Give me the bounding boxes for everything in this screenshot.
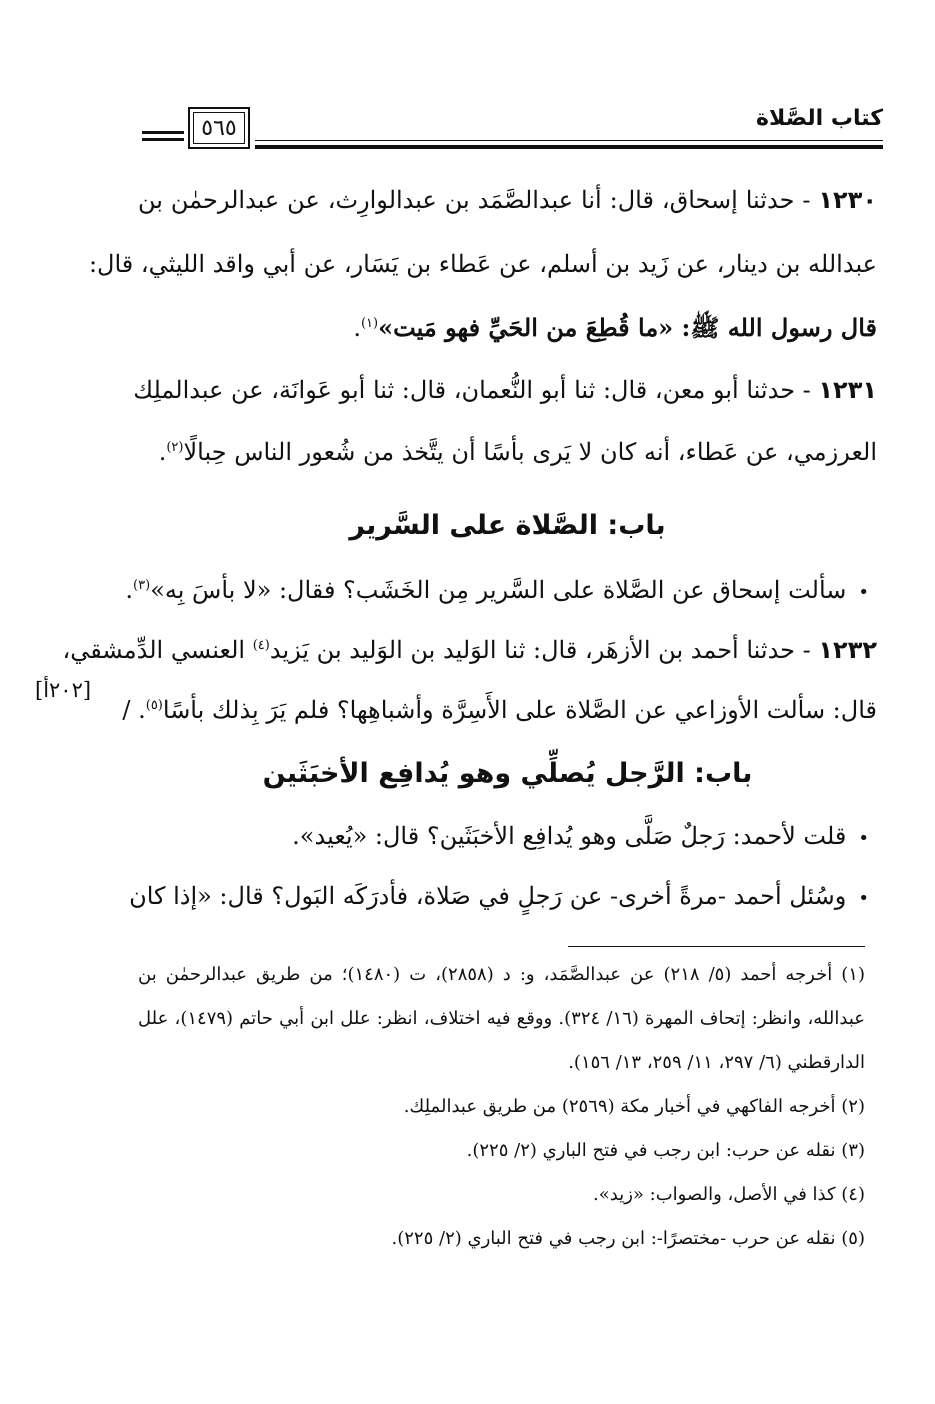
footnote-1-line-3: الدارقطني (٦/ ٢٩٧، ١١/ ٢٥٩، ١٣/ ١٥٦). bbox=[568, 1052, 865, 1073]
page-number: ٥٦٥ bbox=[201, 115, 237, 141]
text-line-7 bbox=[62, 636, 877, 664]
header-rule-thin bbox=[255, 140, 883, 141]
text-line-6 bbox=[125, 576, 869, 604]
running-title: كتاب الصَّلاة bbox=[756, 106, 883, 131]
footnote-ref[interactable]: (١) bbox=[360, 316, 379, 331]
section-heading-1: باب: الصَّلاة على السَّرير bbox=[349, 510, 666, 541]
footnote-1-line-1: (١) أخرجه أحمد (٥/ ٢١٨) عن عبدالصَّمَد، و: د (٢٨٥٨)، ت (١٤٨٠)؛ من طريق عبدالرحمٰن بن bbox=[138, 964, 865, 985]
line-end: . bbox=[158, 438, 167, 466]
text-line-8 bbox=[122, 696, 877, 724]
manuscript-folio-note: [٢٠٢أ] bbox=[35, 678, 92, 702]
footnote-ref[interactable]: (٤) bbox=[252, 638, 270, 653]
section-heading-2: باب: الرَّجل يُصلِّي وهو يُدافِع الأخبَثَين bbox=[262, 758, 753, 789]
line-text: قلت لأحمد: رَجلٌ صَلَّى وهو يُدافِع الأخبَثَين؟ قال: «يُعيد». bbox=[292, 822, 847, 850]
line-text: - حدثنا أبو معن، قال: ثنا أبو النُّعمان، قال: ثنا أبو عَوانَة، عن عبدالملِك bbox=[133, 376, 811, 404]
line-text: العرزمي، عن عَطاء، أنه كان لا يَرى بأسًا أن يتَّخذ من شُعور الناس حِبالًا bbox=[183, 438, 877, 466]
footnote-ref[interactable]: (٥) bbox=[145, 698, 163, 713]
text-line-3 bbox=[138, 313, 877, 342]
bullet: • bbox=[858, 888, 869, 909]
hadith-number: ١٢٣٢ bbox=[818, 636, 877, 664]
line-text-cont: العنسي الدِّمشقي، bbox=[62, 636, 253, 664]
footnote-ref[interactable]: (٢) bbox=[166, 440, 184, 455]
page-number-box bbox=[188, 107, 250, 149]
hadith-number: ١٢٣١ bbox=[818, 376, 877, 404]
bullet: • bbox=[858, 582, 869, 603]
footnote-5: (٥) نقله عن حرب -مختصرًا-: ابن رجب في فتح الباري (٢/ ٢٢٥). bbox=[391, 1228, 865, 1249]
line-text: قال رسول الله ﷺ: «ما قُطِعَ من الحَيِّ فهو مَيت» bbox=[378, 313, 877, 342]
text-line-9 bbox=[138, 824, 869, 848]
footnote-separator bbox=[568, 946, 865, 947]
text-line-2 bbox=[88, 250, 877, 278]
line-text: - حدثنا إسحاق، قال: أنا عبدالصَّمَد بن عبدالوارِث، عن عبدالرحمٰن بن bbox=[138, 186, 811, 214]
bullet: • bbox=[858, 828, 869, 849]
text-line-1 bbox=[138, 188, 877, 212]
text-line-4 bbox=[133, 376, 877, 404]
line-text: عبدالله بن دينار، عن زَيد بن أسلم، عن عَطاء بن يَسَار، عن أبي واقد الليثي، قال: bbox=[88, 250, 877, 278]
line-text: وسُئل أحمد -مرةً أخرى- عن رَجلٍ في صَلاة، فأدرَكَه البَول؟ قال: «إذا كان bbox=[129, 882, 847, 910]
line-end: . bbox=[125, 576, 134, 604]
footnote-3: (٣) نقله عن حرب: ابن رجب في فتح الباري (٢/ ٢٢٥). bbox=[466, 1140, 865, 1161]
line-end: . bbox=[353, 314, 361, 342]
text-line-5 bbox=[138, 440, 877, 464]
text-line-10 bbox=[129, 882, 869, 910]
header-rule-thick bbox=[255, 145, 883, 149]
header-left-rule bbox=[142, 131, 184, 134]
line-text: قال: سألت الأوزاعي عن الصَّلاة على الأَسِرَّة وأشباهِها؟ فلم يَرَ بِذلك بأسًا bbox=[162, 696, 877, 724]
line-end: . / bbox=[122, 696, 146, 724]
footnote-4: (٤) كذا في الأصل، والصواب: «زيد». bbox=[593, 1184, 865, 1205]
hadith-number: ١٢٣٠ bbox=[818, 186, 877, 214]
header-left-rule bbox=[142, 138, 184, 141]
footnote-ref[interactable]: (٣) bbox=[133, 578, 151, 593]
line-text: - حدثنا أحمد بن الأزهَر، قال: ثنا الوَليد بن الوَليد بن يَزيد bbox=[269, 636, 811, 664]
footnote-2: (٢) أخرجه الفاكهي في أخبار مكة (٢٥٦٩) من طريق عبدالملِك. bbox=[403, 1096, 865, 1117]
footnote-1-line-2: عبدالله، وانظر: إتحاف المهرة (١٦/ ٣٢٤). ووقع فيه اختلاف، انظر: علل ابن أبي حاتم (١٤٧٩)، علل bbox=[138, 1008, 865, 1029]
line-text: سألت إسحاق عن الصَّلاة على السَّرير مِن الخَشَب؟ فقال: «لا بأسَ بِه» bbox=[150, 576, 847, 604]
